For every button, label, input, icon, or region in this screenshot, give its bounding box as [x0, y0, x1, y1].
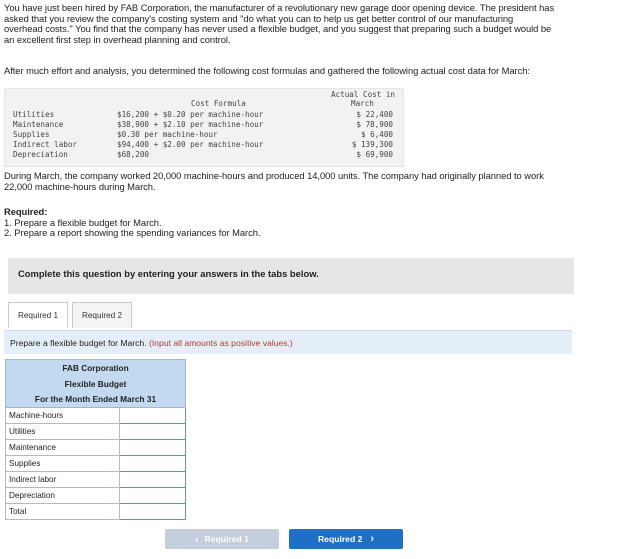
intro-line-2: asked that you review the company's costing system and "do what you can to help us get better control of our manufacturing: [4, 12, 514, 24]
tab-required-1[interactable]: Required 1: [8, 302, 68, 328]
cost-formula: $94,400 + $2.00 per machine-hour: [117, 140, 264, 149]
cost-formula: $16,200 + $0.20 per machine-hour: [117, 110, 264, 119]
supplies-input[interactable]: [120, 456, 185, 471]
during-line-1: During March, the company worked 20,000 machine-hours and produced 14,000 units. The company had originally planned to work: [4, 170, 544, 181]
tab-required-2[interactable]: Required 2: [72, 302, 132, 328]
cost-formula: $0.30 per machine-hour: [117, 130, 218, 139]
intro-line-1: You have just been hired by FAB Corporation, the manufacturer of a revolutionary new garage door opening device. The president has: [4, 2, 555, 13]
cost-item: Depreciation: [13, 150, 68, 159]
flexible-budget-table: [5, 359, 186, 520]
chevron-right-icon: ›: [370, 533, 375, 545]
row-label-machine-hours: Machine-hours: [6, 408, 120, 424]
next-button-label: Required 2: [317, 534, 363, 544]
maintenance-input-cell: [120, 440, 186, 456]
intro-paragraph-2: After much effort and analysis, you determined the following cost formulas and gathered the following actual cost data for March:: [4, 65, 530, 76]
maintenance-input[interactable]: [120, 440, 185, 455]
depreciation-input[interactable]: [120, 488, 185, 503]
row-label-utilities: Utilities: [6, 424, 120, 440]
actual-cost-column: [337, 110, 393, 160]
row-label-total: Total: [6, 504, 120, 520]
indirect-labor-input[interactable]: [120, 472, 185, 487]
next-required-button[interactable]: [289, 529, 403, 549]
required-title: Required:: [4, 206, 48, 217]
prev-required-button[interactable]: [165, 529, 279, 549]
instruction-text: [10, 338, 293, 348]
utilities-input-cell: [120, 424, 186, 440]
actual-cost: $ 6,400: [360, 130, 393, 139]
during-paragraph: [4, 171, 544, 192]
budget-period: For the Month Ended March 31: [6, 392, 186, 408]
required-item-2: 2. Prepare a report showing the spending variances for March.: [4, 227, 261, 239]
depreciation-input-cell: [120, 488, 186, 504]
row-label-maintenance: Maintenance: [6, 440, 120, 456]
banner-text: Complete this question by entering your answers in the tabs below.: [18, 268, 319, 279]
row-label-depreciation: Depreciation: [6, 488, 120, 504]
row-label-supplies: Supplies: [6, 456, 120, 472]
during-line-2: 22,000 machine-hours during March.: [4, 180, 156, 192]
budget-title: Flexible Budget: [6, 376, 186, 392]
total-input[interactable]: [120, 504, 185, 519]
actual-cost: $ 78,900: [356, 120, 393, 129]
formula-header: Cost Formula: [191, 99, 246, 108]
required-item-1: 1. Prepare a flexible budget for March.: [4, 216, 162, 228]
intro-line-4: an excellent first step in overhead planning and control.: [4, 33, 231, 45]
cost-data-box: [4, 88, 404, 167]
intro-line-3: overhead costs." You find that the company has never used a flexible budget, and you suggest that preparing such a budget would be: [4, 23, 552, 35]
actual-cost: $ 139,300: [351, 140, 393, 149]
intro-paragraph: [4, 3, 554, 45]
cost-formula: $68,200: [117, 150, 150, 159]
cost-formula-column: [117, 110, 263, 160]
chevron-left-icon: ‹: [195, 533, 199, 545]
cost-item: Utilities: [13, 110, 55, 119]
actual-header-line-2: March: [351, 99, 374, 108]
instruction-main: Prepare a flexible budget for March.: [10, 338, 147, 348]
cost-item: Indirect labor: [13, 140, 78, 149]
row-label-indirect-labor: Indirect labor: [6, 472, 120, 488]
prev-button-label: Required 1: [204, 534, 249, 544]
instructions-banner: [8, 258, 574, 294]
indirect-labor-input-cell: [120, 472, 186, 488]
cost-item: Maintenance: [13, 120, 64, 129]
actual-cost: $ 22,400: [356, 110, 393, 119]
machine-hours-input-cell: [120, 408, 186, 424]
cost-item: Supplies: [13, 130, 50, 139]
total-input-cell: [120, 504, 186, 520]
instruction-bar: [4, 330, 572, 354]
machine-hours-input[interactable]: [120, 408, 185, 423]
cost-formula: $38,900 + $2.10 per machine-hour: [117, 120, 264, 129]
cost-items-column: [13, 110, 77, 160]
budget-company: FAB Corporation: [6, 360, 186, 376]
required-section: [4, 207, 260, 239]
supplies-input-cell: [120, 456, 186, 472]
actual-header-line-1: Actual Cost in: [331, 90, 396, 99]
utilities-input[interactable]: [120, 424, 185, 439]
actual-cost: $ 69,900: [356, 150, 393, 159]
instruction-hint: (Input all amounts as positive values.): [149, 338, 293, 348]
